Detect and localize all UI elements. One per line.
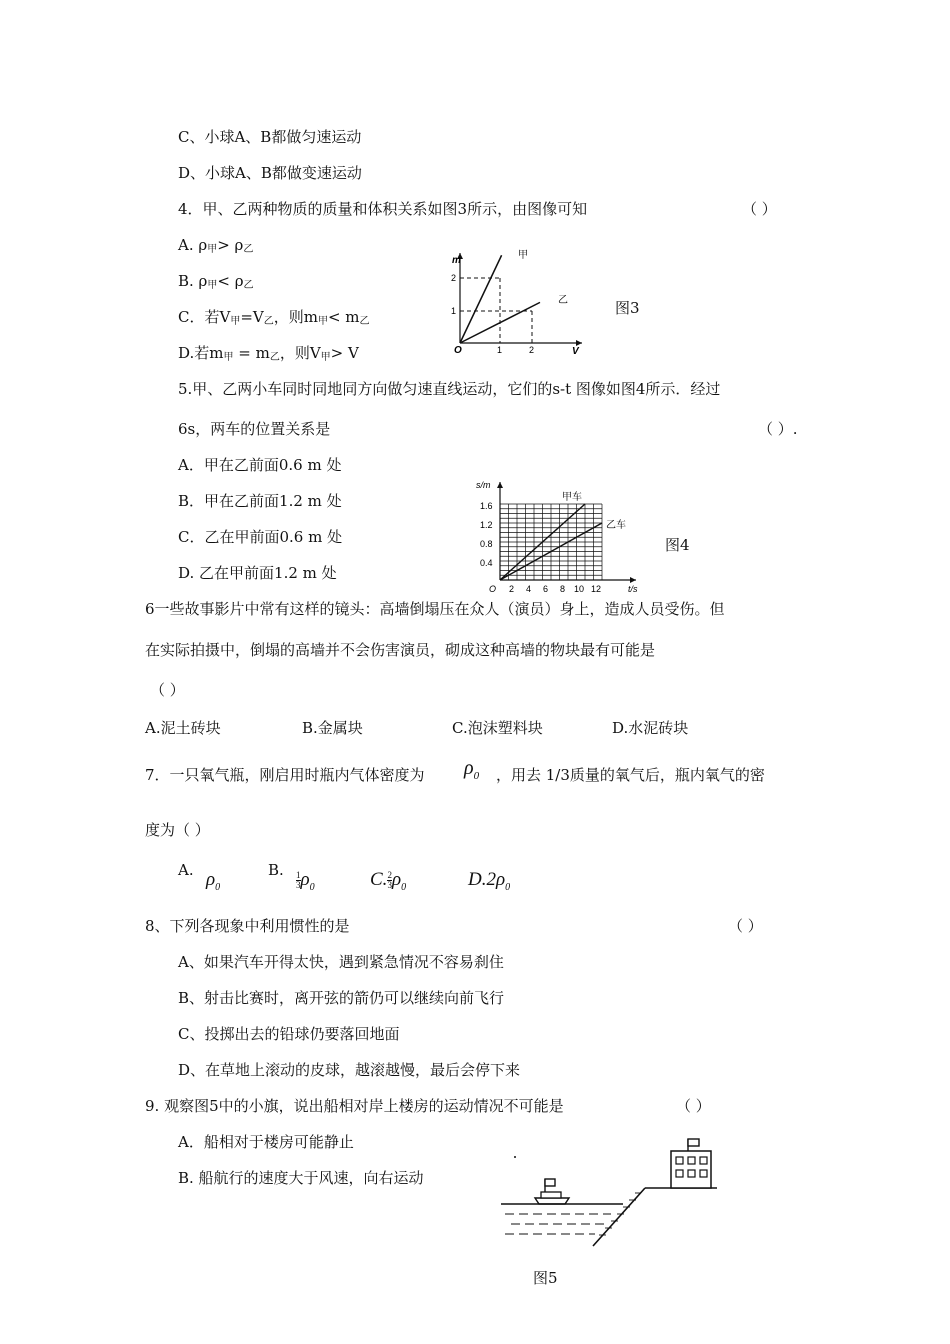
q4-c-sub3: 甲 xyxy=(317,316,328,327)
q8-option-a: A、如果汽车开得太快，遇到紧急情况不容易刹住 xyxy=(178,953,504,971)
fig5-bank-slope xyxy=(593,1188,645,1246)
q4-c-sub4: 乙 xyxy=(359,316,370,327)
q4-d-sub1: 甲 xyxy=(223,352,234,363)
q4-b-mid: < ρ xyxy=(217,272,244,290)
fig4-y-arrow xyxy=(497,482,503,488)
q7-option-a-label: A. xyxy=(178,861,194,879)
fig3-series-label-jia: 甲 xyxy=(518,250,528,261)
q6-option-b: B.金属块 xyxy=(302,719,363,737)
q4-c-mid3: < m xyxy=(327,308,360,326)
q5-stem-line2: 6s，两车的位置关系是 xyxy=(178,420,331,438)
fig3-xtick-1: 1 xyxy=(497,345,503,355)
fig4-ytick-12: 1.2 xyxy=(480,520,493,530)
q4-c-mid2: ，则m xyxy=(273,308,318,326)
q4-d-sub3: 甲 xyxy=(320,352,331,363)
fig4-xtick-2: 2 xyxy=(509,584,515,594)
q6-option-c: C.泡沫塑料块 xyxy=(452,719,543,737)
fig5-building-flag xyxy=(688,1139,699,1146)
fig4-xlabel: t/s xyxy=(628,584,638,594)
q3-option-c: C、小球A、B都做匀速运动 xyxy=(178,128,362,146)
q4-a-sub1: 甲 xyxy=(207,244,218,255)
q6-option-a: A.泥土砖块 xyxy=(145,719,221,737)
fig4-ytick-16: 1.6 xyxy=(480,501,493,511)
q3-option-d: D、小球A、B都做变速运动 xyxy=(178,164,362,182)
q7-c-den: 3 xyxy=(387,880,392,891)
q4-d-sub2: 乙 xyxy=(269,352,280,363)
fig5-water-dashes xyxy=(505,1214,611,1234)
fig3-ytick-1: 1 xyxy=(451,306,457,316)
q5-answer-paren: （ ）. xyxy=(758,420,798,438)
q7-c-sub: 0 xyxy=(401,881,407,893)
q4-d-mid: = m xyxy=(233,344,270,362)
q5-option-b: B．甲在乙前面1.2 m 处 xyxy=(178,492,342,510)
q6-stem-line1: 6一些故事影片中常有这样的镜头：高墙倒塌压在众人（演员）身上，造成人员受伤。但 xyxy=(145,600,725,618)
q8-stem: 8、下列各现象中利用惯性的是 xyxy=(145,917,350,935)
fig4-series-label-yi: 乙车 xyxy=(606,520,626,531)
q4-c-text: C．若V xyxy=(178,308,231,326)
q7-a-rho: ρ xyxy=(206,869,216,890)
q4-option-a xyxy=(178,235,253,260)
q7-stem-line1b: ，用去 1/3质量的氧气后，瓶内氧气的密 xyxy=(496,766,765,784)
fig4-ytick-04: 0.4 xyxy=(480,558,493,568)
q7-c-rho: ρ xyxy=(391,869,402,890)
q4-d-mid2: ，则V xyxy=(279,344,321,362)
fig4-xtick-6: 6 xyxy=(543,584,549,594)
q7-option-a-value xyxy=(206,870,220,898)
fig3-ytick-2: 2 xyxy=(451,273,457,283)
fig5-boat-cabin xyxy=(541,1192,561,1198)
fig4-x-arrow xyxy=(630,577,636,583)
fig3-xtick-2: 2 xyxy=(529,345,535,355)
q5-option-a: A．甲在乙前面0.6 m 处 xyxy=(178,456,342,474)
q6-option-d: D.水泥砖块 xyxy=(612,719,689,737)
q7-rho0-symbol xyxy=(464,758,479,786)
fig3-ylabel: m xyxy=(452,255,461,266)
q7-option-b-label: B. xyxy=(268,861,284,879)
q4-c-mid: =V xyxy=(240,308,264,326)
fig3-series-line-0 xyxy=(460,255,502,343)
fig4-ylabel: s/m xyxy=(476,480,491,490)
q7-rho: ρ xyxy=(464,757,474,779)
q4-answer-paren: （ ） xyxy=(742,200,777,218)
q6-stem-line2: 在实际拍摄中，倒塌的高墙并不会伤害演员，砌成这种高墙的物块最有可能是 xyxy=(145,641,656,659)
q7-option-d xyxy=(468,870,510,898)
fig4-series-label-jia: 甲车 xyxy=(562,492,582,503)
q7-d-rho: ρ xyxy=(495,869,506,890)
fig3-series-label-yi: 乙 xyxy=(558,295,568,306)
q4-a-sub2: 乙 xyxy=(243,244,254,255)
q4-b-text: B. ρ xyxy=(178,272,208,290)
q9-option-b: B. 船航行的速度大于风速，向右运动 xyxy=(178,1169,424,1187)
figure-4-label: 图4 xyxy=(665,536,690,554)
q7-a-sub: 0 xyxy=(215,881,221,893)
fig3-xlabel: V xyxy=(572,346,579,357)
q7-d-sub: 0 xyxy=(505,881,511,893)
q7-option-b-value xyxy=(296,870,315,898)
fig5-boat-hull xyxy=(535,1198,569,1204)
q7-rho-sub: 0 xyxy=(473,770,480,782)
q8-option-b: B、射击比赛时，离开弦的箭仍可以继续向前飞行 xyxy=(178,989,505,1007)
q8-option-d: D、在草地上滚动的皮球，越滚越慢，最后会停下来 xyxy=(178,1061,521,1079)
q4-option-c xyxy=(178,307,370,332)
q4-d-text: D.若m xyxy=(178,344,224,362)
q7-stem-line2: 度为（ ） xyxy=(145,821,210,839)
q4-option-b xyxy=(178,271,254,296)
q8-option-c: C、投掷出去的铅球仍要落回地面 xyxy=(178,1025,400,1043)
figure-4-chart xyxy=(470,478,650,594)
figure-3-label: 图3 xyxy=(615,299,640,317)
fig5-boat-flag xyxy=(545,1179,555,1186)
q7-stem-line1a: 7．一只氧气瓶，刚启用时瓶内气体密度为 xyxy=(145,766,425,784)
q7-c-label: C. xyxy=(370,869,388,890)
q7-c-num: 2 xyxy=(387,870,392,881)
q4-a-mid: > ρ xyxy=(217,236,244,254)
fig5-dot xyxy=(514,1156,516,1158)
q4-c-sub2: 乙 xyxy=(263,316,274,327)
q4-option-d xyxy=(178,343,359,368)
fig4-grid xyxy=(500,504,602,580)
q9-answer-paren: （ ） xyxy=(676,1097,711,1115)
q7-d-label: D.2 xyxy=(468,869,496,890)
q4-b-sub2: 乙 xyxy=(243,280,254,291)
figure-5-illustration xyxy=(495,1130,725,1250)
q8-answer-paren: （ ） xyxy=(728,917,763,935)
fig3-origin: O xyxy=(454,345,462,356)
fig4-origin: O xyxy=(489,584,497,594)
q4-a-text: A. ρ xyxy=(178,236,208,254)
q4-d-mid3: > V xyxy=(330,344,359,362)
fig4-xtick-12: 12 xyxy=(591,584,602,594)
q7-b-sub: 0 xyxy=(309,881,315,893)
q9-option-a: A．船相对于楼房可能静止 xyxy=(178,1133,354,1151)
q7-b-num: 1 xyxy=(296,870,301,881)
fig4-ytick-08: 0.8 xyxy=(480,539,493,549)
q4-b-sub1: 甲 xyxy=(207,280,218,291)
q4-stem: 4．甲、乙两种物质的质量和体积关系如图3所示，由图像可知 xyxy=(178,200,588,218)
fig4-xtick-8: 8 xyxy=(560,584,566,594)
q5-stem-line1: 5.甲、乙两小车同时同地同方向做匀速直线运动，它们的s-t 图像如图4所示．经过 xyxy=(178,380,721,398)
q6-answer-paren: （ ） xyxy=(150,681,185,699)
q5-option-c: C．乙在甲前面0.6 m 处 xyxy=(178,528,343,546)
figure-3-chart xyxy=(448,245,588,357)
fig4-xtick-10: 10 xyxy=(574,584,585,594)
q5-option-d: D. 乙在甲前面1.2 m 处 xyxy=(178,564,337,582)
q7-b-rho: ρ xyxy=(300,869,310,890)
fig4-xtick-4: 4 xyxy=(526,584,532,594)
q7-b-den: 3 xyxy=(296,880,301,891)
figure-5-label: 图5 xyxy=(533,1269,558,1287)
q4-c-sub1: 甲 xyxy=(230,316,241,327)
q9-stem: 9. 观察图5中的小旗，说出船相对岸上楼房的运动情况不可能是 xyxy=(145,1097,564,1115)
q7-option-c xyxy=(370,870,406,898)
